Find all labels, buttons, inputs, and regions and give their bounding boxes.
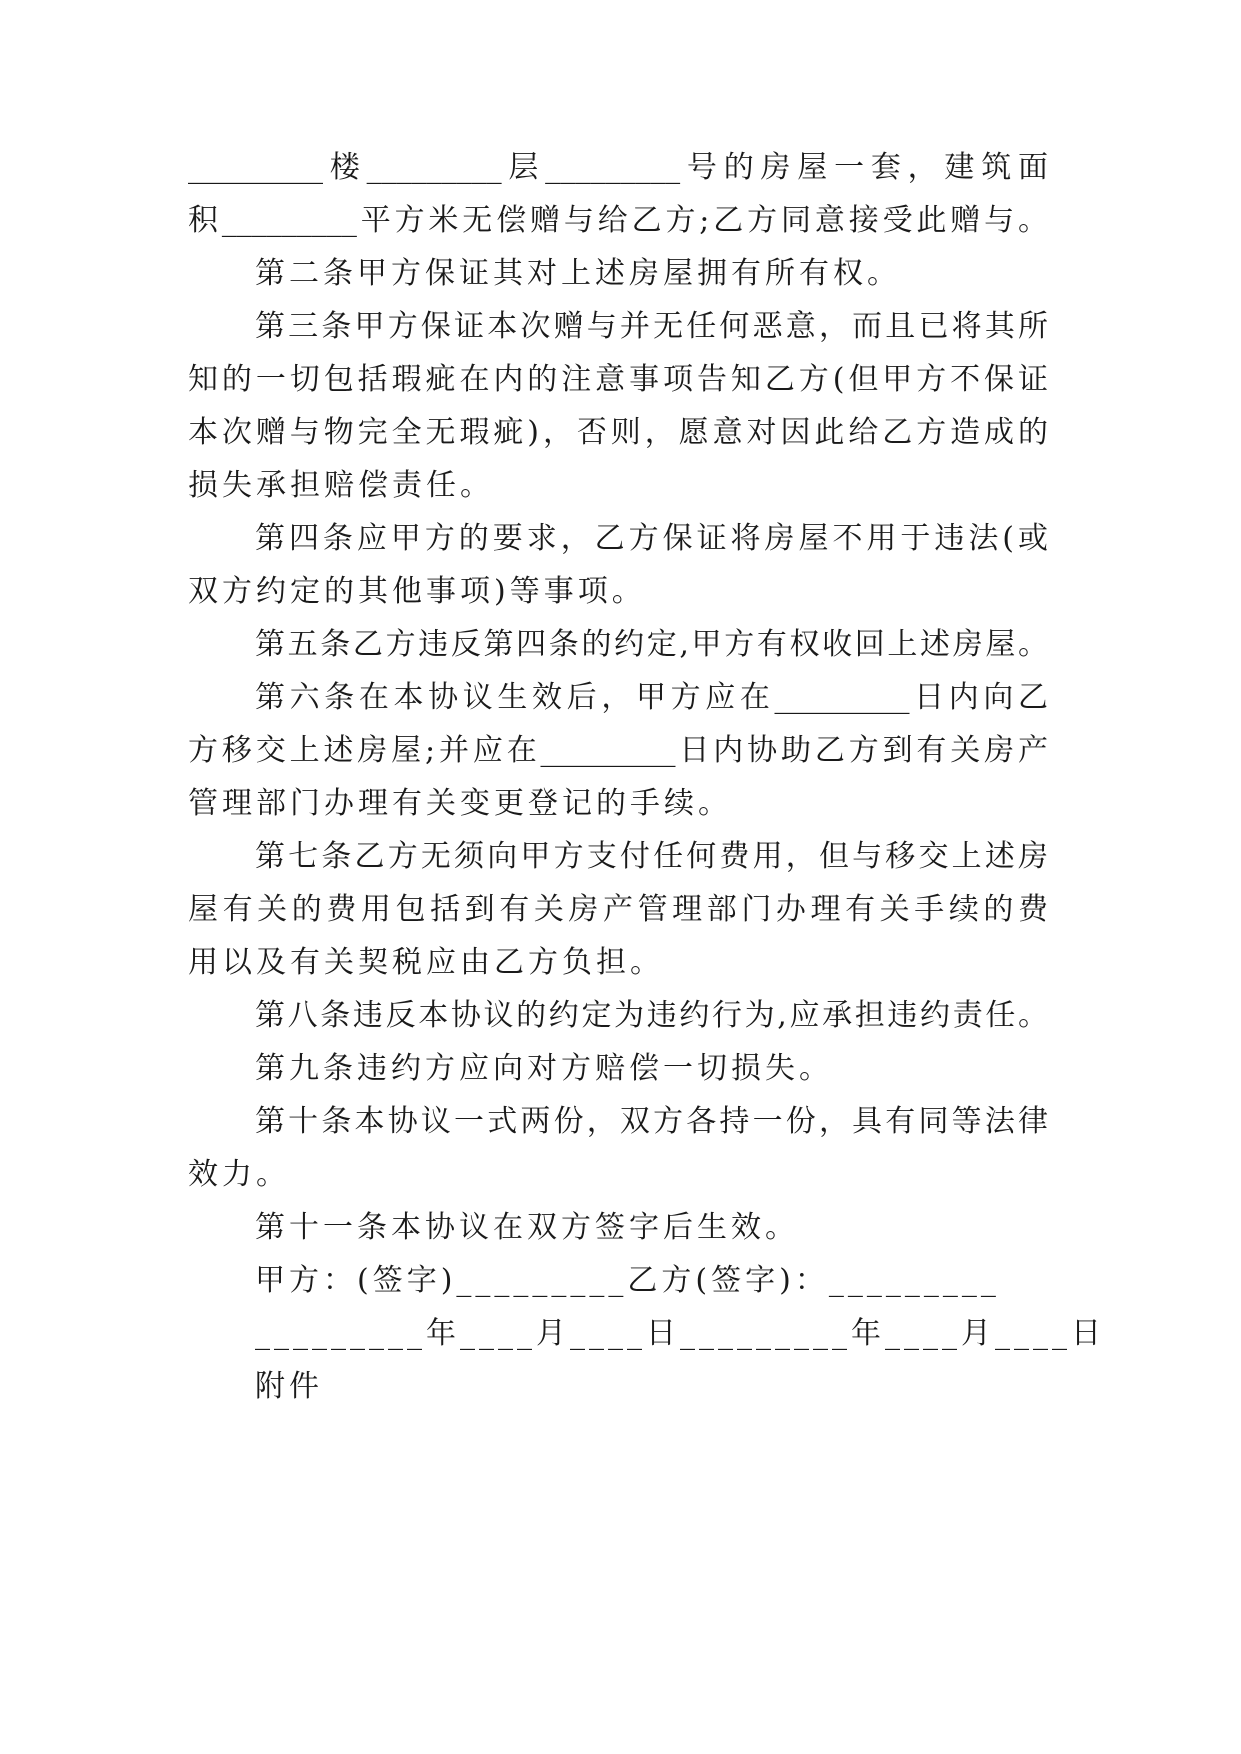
contract-line: 知的一切包括瑕疵在内的注意事项告知乙方(但甲方不保证 bbox=[188, 362, 1048, 397]
contract-line: 效力。 bbox=[188, 1157, 290, 1192]
clause-4: 第四条应甲方的要求，乙方保证将房屋不用于违法(或 bbox=[255, 521, 1048, 556]
contract-line: 积_________平方米无偿赠与给乙方;乙方同意接受此赠与。 bbox=[188, 203, 1048, 238]
clause-5: 第五条乙方违反第四条的约定,甲方有权收回上述房屋。 bbox=[255, 627, 1048, 662]
contract-line: 本次赠与物完全无瑕疵)，否则，愿意对因此给乙方造成的 bbox=[188, 415, 1048, 450]
clause-3: 第三条甲方保证本次赠与并无任何恶意，而且已将其所 bbox=[255, 309, 1048, 344]
clause-7: 第七条乙方无须向甲方支付任何费用，但与移交上述房 bbox=[255, 839, 1048, 874]
clause-11: 第十一条本协议在双方签字后生效。 bbox=[255, 1210, 799, 1245]
contract-line: 管理部门办理有关变更登记的手续。 bbox=[188, 786, 732, 821]
signature-line: 甲方：(签字)_________乙方(签字)：_________ bbox=[255, 1263, 1000, 1298]
contract-line: _________楼_________层_________号的房屋一套，建筑面 bbox=[188, 150, 1048, 185]
contract-line: 用以及有关契税应由乙方负担。 bbox=[188, 945, 664, 980]
contract-line: 屋有关的费用包括到有关房产管理部门办理有关手续的费 bbox=[188, 892, 1048, 927]
clause-8: 第八条违反本协议的约定为违约行为,应承担违约责任。 bbox=[255, 998, 1048, 1033]
contract-line: 方移交上述房屋;并应在_________日内协助乙方到有关房产 bbox=[188, 733, 1048, 768]
clause-2: 第二条甲方保证其对上述房屋拥有所有权。 bbox=[255, 256, 901, 291]
attachment-heading: 附件 bbox=[255, 1369, 323, 1404]
clause-6: 第六条在本协议生效后，甲方应在_________日内向乙 bbox=[255, 680, 1048, 715]
date-line: _________年____月____日_________年____月____日 bbox=[255, 1316, 1105, 1351]
contract-line: 双方约定的其他事项)等事项。 bbox=[188, 574, 646, 609]
contract-line: 损失承担赔偿责任。 bbox=[188, 468, 494, 503]
clause-10: 第十条本协议一式两份，双方各持一份，具有同等法律 bbox=[255, 1104, 1048, 1139]
clause-9: 第九条违约方应向对方赔偿一切损失。 bbox=[255, 1051, 833, 1086]
